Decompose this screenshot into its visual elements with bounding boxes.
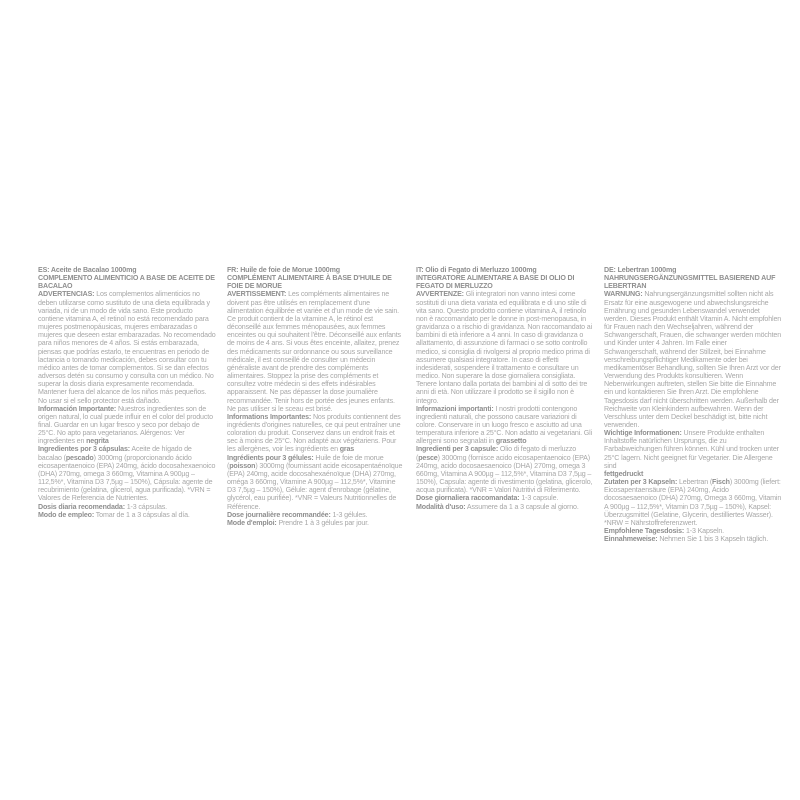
warnings-de <box>604 290 782 429</box>
ingredients-fr <box>227 454 405 511</box>
dose-label: Dosis diaria recomendada: <box>38 502 125 511</box>
column-fr <box>227 266 405 527</box>
info-it <box>416 405 594 446</box>
info-de <box>604 429 782 478</box>
usage-label: Einnahmeweise: <box>604 535 658 544</box>
ingredients-post: ) 3000mg (fournissant acide eicosapentaénoïque (EPA) 240mg, acide docosahexaénoïque (DHA) 270mg, oméga 3 660mg, Vitamine A 900µg – 112,5%*, Vitamine D3 7,5µg – 150%), Gélule: agent d'enrobage (gélatine, glycérol, eau purifiée). *VNR = Valeurs Nutritionnelles de Référence. <box>227 461 403 511</box>
usage-fr <box>227 519 405 527</box>
warnings-text: Los complementos alimenticios no deben utilizarse como sustituto de una dieta equilibrada y variada, ni de un modo de vida sano. Este producto contiene vitamina A, el retinol no está recomendado para mujeres postmenopáusicas, mujeres embarazadas o mujeres que deseen estar embarazadas. No recomendado para niños menores de 4 años. Si estás embarazada, piensas que podrías estarlo, te encuentras en periodo de lactancia o tomando medicación, debes consultar con tu médico antes de tomar complementos. Si se dan efectos adversos detén su consumo y consulta con un médico. No superar la dosis diaria expresamente recomendada. Mantener fuera del alcance de los niños más pequeños. No usar si el sello protector está dañado. <box>38 290 216 405</box>
dose-label: Dose giornaliera raccomandata: <box>416 494 520 503</box>
usage-label: Modalità d'uso: <box>416 502 466 511</box>
dose-label: Dose journalière recommandée: <box>227 510 331 519</box>
ingredients-pre: Olio di fegato di merluzzo ( <box>416 445 577 462</box>
ingredients-post: ) 3000mg (proporcionando ácido eicosapentaenoico (EPA) 240mg, ácido docosahexaenoico (DHA) 270mg, omega 3 660mg, Vitamina A 900µg – 112,5%*, Vitamina D3 7,5µg – 150%), Cápsula: agente de recubrimiento (gelatina, glicerol, agua purificada). *VRN = Valores de Referencia de Nutrientes. <box>38 453 216 503</box>
ingredients-allergen: pescado <box>65 453 94 462</box>
dose-text: 1-3 cápsulas. <box>124 502 168 511</box>
info-text: I nostri prodotti contengono ingredienti naturali, che possono causare variazioni di colore. Conservare in un luogo fresco e asciutto ad una temperatura inferiore a 25°C. Non adatto ai vegetariani. Gli allergeni sono segnalati in <box>416 404 593 446</box>
ingredients-post: ) 3000mg (fornisce acido eicosapentaenoico (EPA) 240mg, acido docosaesaenoico (DHA) 270mg, omega 3 660mg, Vitamina A 900µg – 112,5%*, Vitamina D3 7,5µg – 150%), Capsula: agente di rivestimento (gelatina, glicerolo, acqua purificata). *VNR = Valori Nutritivi di Riferimento. <box>416 453 593 495</box>
warnings-label: ADVERTENCIAS: <box>38 290 95 299</box>
ingredients-allergen: Fisch <box>712 478 730 487</box>
warnings-label: WARNUNG: <box>604 290 643 299</box>
warnings-text: Les compléments alimentaires ne doivent pas être utilisés en remplacement d'une alimentation équilibrée et variée et d'un mode de vie sain. Ce produit contient de la vitamine A, le rétinol est déconseillé aux femmes ménopausées, aux femmes enceintes ou qui souhaitent l'être. Déconseillé aux enfants de moins de 4 ans. Si vous êtes enceinte, allaitez, prenez des médicaments sur ordonnance ou sous surveillance médicale, il est conseillé de consulter un médecin généraliste avant de prendre des compléments alimentaires. Stoppez la prise des compléments et consultez votre médecin si des effets indésirables apparaissent. Ne pas dépasser la dose journalière recommandée. Tenir hors de portée des jeunes enfants. Ne pas utiliser si le sceau est brisé. <box>227 290 401 413</box>
info-label: Informations Importantes: <box>227 412 312 421</box>
ingredients-de <box>604 478 782 527</box>
warnings-text: Nahrungsergänzungsmittel sollten nicht als Ersatz für eine ausgewogene und abwechslungsreiche Ernährung und gesunden Lebenswandel verwendet werden. Dieses Produkt enthält Vitamin A. Nicht empfohlen für Frauen nach den Wechseljahren, während der Schwangerschaft, Frauen, die schwanger werden möchten und Kinder unter 4 Jahren. Im Falle einer Schwangerschaft, während der Stillzeit, bei Einnahme verschreibungspflichtiger Medikamente oder bei medikamentöser Behandlung, sollten Sie Ihren Arzt vor der Verwendung des Produkts konsultieren. Wenn Nebenwirkungen auftreten, stellen Sie bitte die Einnahme ein und kontaktieren Sie Ihren Arzt. Die empfohlene Tagesdosis darf nicht überschritten werden. Außerhalb der Reichweite von Kleinkindern aufbewahren. Wenn der Verschluss unter dem Deckel beschädigt ist, bitte nicht verwenden. <box>604 290 782 429</box>
info-text: Unsere Produkte enthalten Inhaltstoffe natürlichen Ursprungs, die zu Farbabweichungen führen können. Kühl und trocken unter 25°C lagern. Nicht geeignet für Vegetarier. Die Allergene sind <box>604 429 779 470</box>
info-fr <box>227 413 405 454</box>
ingredients-pre: Aceite de hígado de bacalao ( <box>38 445 192 462</box>
info-allergen: negrita <box>86 437 109 446</box>
ingredients-label: Zutaten per 3 Kapseln: <box>604 478 678 487</box>
info-text: Nuestros ingredientes son de origen natural, lo cual puede influir en el color del producto final. Guardar en un lugar fresco y seco por debajo de 25°C. No apto para vegetarianos. Alérgenos: Ver ingredientes en <box>38 404 213 446</box>
ingredients-allergen: poisson <box>229 461 256 470</box>
ingredients-label: Ingredienti per 3 capsule: <box>416 445 499 454</box>
info-label: Informazioni importanti: <box>416 404 494 413</box>
ingredients-label: Ingrédients pour 3 gélules: <box>227 453 314 462</box>
dose-de <box>604 527 782 535</box>
dose-es <box>38 503 216 511</box>
title-fr: FR: Huile de foie de Morue 1000mg <box>227 266 340 274</box>
subtitle-it: INTEGRATORE ALIMENTARE A BASE DI OLIO DI FEGATO DI MERLUZZO <box>416 274 575 291</box>
warnings-it <box>416 290 594 404</box>
warnings-fr <box>227 290 405 412</box>
ingredients-es <box>38 445 216 502</box>
column-de <box>604 266 782 543</box>
dose-text: 1-3 capsule. <box>519 494 559 503</box>
column-it <box>416 266 594 511</box>
info-label: Wichtige Informationen: <box>604 429 682 438</box>
usage-text: Nehmen Sie 1 bis 3 Kapseln täglich. <box>657 535 769 544</box>
ingredients-allergen: pesce <box>418 453 438 462</box>
title-it: IT: Olio di Fegato di Merluzzo 1000mg <box>416 266 537 274</box>
usage-text: Tomar de 1 a 3 cápsulas al día. <box>94 510 190 519</box>
info-allergen: gras <box>339 445 355 454</box>
warnings-text: Gli integratori non vanno intesi come sostituti di una dieta variata ed equilibrata e di uno stile di vita sano. Questo prodotto contiene vitamina A, il retinolo non è raccomandato per le donne in post-menopausa, in gravidanza o a rischio di gravidanza. Non raccomandato ai bambini di età inferiore a 4 anni. In caso di gravidanza o allattamento, di assunzione di farmaci o se sotto controllo medico, si consiglia di rivolgersi al proprio medico prima di assumere qualsiasi integratore. In caso di effetti indesiderati, sospendere il trattamento e consultare un medico. Non superare la dose giornaliera consigliata. Tenere lontano dalla portata dei bambini al di sotto dei tre anni di età. Non utilizzare il prodotto se il sigillo non è integro. <box>416 290 592 405</box>
info-allergen: fettgedruckt <box>604 469 644 478</box>
info-es <box>38 405 216 446</box>
usage-label: Modo de empleo: <box>38 510 95 519</box>
ingredients-pre: Lebertran ( <box>677 478 713 487</box>
usage-it <box>416 503 594 511</box>
usage-de <box>604 535 782 543</box>
dose-text: 1-3 gélules. <box>330 510 368 519</box>
warnings-label: AVERTISSEMENT: <box>227 290 287 299</box>
usage-es <box>38 511 216 519</box>
dose-label: Empfohlene Tagesdosis: <box>604 527 685 535</box>
ingredients-post: ) 3000mg (liefert: Eicosapentaensäure (EPA) 240mg, Ácido docosaesaenoico (DHA) 270mg, Omega 3 660mg, Vitamin A 900µg – 112,5%*, Vitamin D3 7,5µg – 150%), Kapsel: Überzugsmittel (Gelatine, Glycerin, destilliertes Wasser). *NRW = Nährstoffreferenzwert. <box>604 478 782 527</box>
ingredients-pre: Huile de foie de morue ( <box>227 453 384 470</box>
usage-text: Prendre 1 à 3 gélules par jour. <box>276 518 369 527</box>
dose-fr <box>227 511 405 519</box>
subtitle-es: COMPLEMENTO ALIMENTICIO A BASE DE ACEITE DE BACALAO <box>38 274 215 291</box>
usage-label: Mode d'emploi: <box>227 518 277 527</box>
ingredients-it <box>416 445 594 494</box>
warnings-label: AVVERTENZE: <box>416 290 464 299</box>
column-es <box>38 266 216 519</box>
ingredients-label: Ingredientes por 3 cápsulas: <box>38 445 130 454</box>
info-allergen: grassetto <box>495 437 527 446</box>
info-text: Nos produits contiennent des ingrédients d'origines naturelles, ce qui peut entraîner une coloration du produit. Conservez dans un endroit frais et sec à moins de 25°C. Non adapté aux végétariens. Pour les allergènes, voir les ingrédients en <box>227 412 401 454</box>
subtitle-de: NAHRUNGSERGÄNZUNGSMITTEL BASIEREND AUF LEBERTRAN <box>604 274 776 291</box>
title-es: ES: Aceite de Bacalao 1000mg <box>38 266 137 274</box>
dose-it <box>416 494 594 502</box>
dose-text: 1-3 Kapseln. <box>684 527 724 535</box>
info-label: Información Importante: <box>38 404 117 413</box>
warnings-es <box>38 290 216 404</box>
title-de: DE: Lebertran 1000mg <box>604 266 677 274</box>
usage-text: Assumere da 1 a 3 capsule al giorno. <box>465 502 579 511</box>
subtitle-fr: COMPLÉMENT ALIMENTAIRE À BASE D'HUILE DE FOIE DE MORUE <box>227 274 392 291</box>
